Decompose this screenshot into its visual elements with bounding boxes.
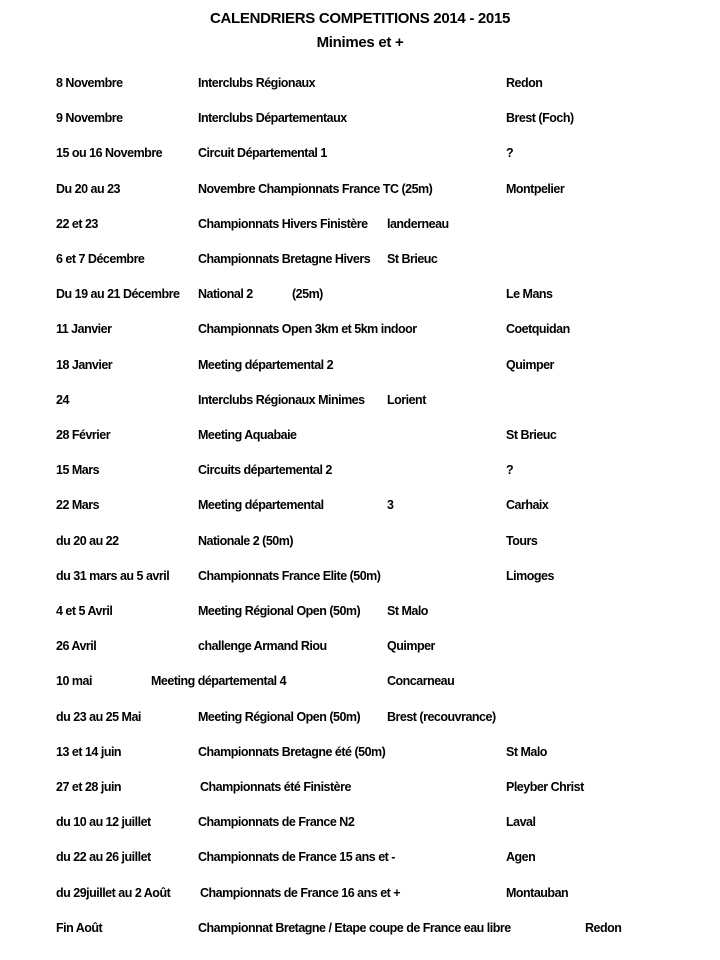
event-location: St Brieuc xyxy=(506,428,557,442)
event-name: Championnats Bretagne été (50m) xyxy=(198,745,386,759)
event-name: Nationale 2 (50m) xyxy=(198,534,294,548)
event-name: challenge Armand Riou xyxy=(198,639,327,653)
event-location: Redon xyxy=(506,76,543,90)
event-date: 28 Février xyxy=(56,428,111,442)
event-name: Novembre Championnats France TC (25m) xyxy=(198,182,433,196)
event-location: Quimper xyxy=(387,639,435,653)
event-name: Championnats de France 16 ans et + xyxy=(200,886,401,900)
event-name: Championnat Bretagne / Etape coupe de France eau libre xyxy=(198,921,511,935)
event-date: 27 et 28 juin xyxy=(56,780,122,794)
event-location: ? xyxy=(506,463,514,477)
event-name: Championnats de France 15 ans et - xyxy=(198,850,395,864)
event-name: Championnats France Elite (50m) xyxy=(198,569,381,583)
event-location: ? xyxy=(506,146,514,160)
event-date: du 22 au 26 juillet xyxy=(56,850,151,864)
event-date: Fin Août xyxy=(56,921,103,935)
page-title: CALENDRIERS COMPETITIONS 2014 - 2015 xyxy=(209,10,511,27)
event-location: Coetquidan xyxy=(506,322,570,336)
event-date: du 20 au 22 xyxy=(56,534,119,548)
event-location: Le Mans xyxy=(506,287,553,301)
event-name: Championnats de France N2 xyxy=(198,815,355,829)
event-date: 13 et 14 juin xyxy=(56,745,122,759)
event-location: Limoges xyxy=(506,569,554,583)
event-date: 24 xyxy=(56,393,69,407)
event-location: Montauban xyxy=(506,886,569,900)
event-date: du 23 au 25 Mai xyxy=(56,710,141,724)
event-name: Championnats Open 3km et 5km indoor xyxy=(198,322,417,336)
event-name: Interclubs Départementaux xyxy=(198,111,347,125)
event-date: 18 Janvier xyxy=(56,358,113,372)
event-location: St Malo xyxy=(387,604,428,618)
page-subtitle: Minimes et + xyxy=(316,34,404,51)
event-name: Championnats Bretagne Hivers xyxy=(198,252,371,266)
event-name: Meeting départemental xyxy=(198,498,324,512)
event-location: Tours xyxy=(506,534,538,548)
event-name: Circuits départemental 2 xyxy=(198,463,332,477)
event-name: Meeting Aquabaie xyxy=(198,428,297,442)
event-name: National 2 xyxy=(198,287,253,301)
event-name: Championnats été Finistère xyxy=(200,780,351,794)
event-location: Agen xyxy=(506,850,536,864)
event-location: St Brieuc xyxy=(387,252,438,266)
event-date: 15 Mars xyxy=(56,463,100,477)
event-detail: (25m) xyxy=(292,287,323,301)
event-date: Du 19 au 21 Décembre xyxy=(56,287,180,301)
event-name: Interclubs Régionaux xyxy=(198,76,316,90)
event-date: du 29juillet au 2 Août xyxy=(56,886,171,900)
event-location: Concarneau xyxy=(387,674,455,688)
event-location: Redon xyxy=(585,921,622,935)
event-date: 8 Novembre xyxy=(56,76,123,90)
event-date: 9 Novembre xyxy=(56,111,123,125)
event-location: Laval xyxy=(506,815,536,829)
event-name: Championnats Hivers Finistère xyxy=(198,217,368,231)
event-location: Brest (recouvrance) xyxy=(387,710,496,724)
event-date: 11 Janvier xyxy=(56,322,112,336)
event-name: Meeting Régional Open (50m) xyxy=(198,604,361,618)
event-name: Interclubs Régionaux Minimes xyxy=(198,393,365,407)
event-date: 22 et 23 xyxy=(56,217,98,231)
event-detail: 3 xyxy=(387,498,394,512)
event-location: Carhaix xyxy=(506,498,549,512)
event-location: landerneau xyxy=(387,217,449,231)
event-name: Meeting départemental 2 xyxy=(198,358,334,372)
event-location: Montpelier xyxy=(506,182,565,196)
event-date: 26 Avril xyxy=(56,639,97,653)
event-location: Lorient xyxy=(387,393,426,407)
event-location: Quimper xyxy=(506,358,554,372)
event-name: Meeting départemental 4 xyxy=(151,674,287,688)
event-date: du 10 au 12 juillet xyxy=(56,815,151,829)
event-date: 15 ou 16 Novembre xyxy=(56,146,163,160)
event-name: Circuit Départemental 1 xyxy=(198,146,327,160)
event-location: Brest (Foch) xyxy=(506,111,574,125)
event-location: St Malo xyxy=(506,745,547,759)
event-date: 10 mai xyxy=(56,674,92,688)
event-location: Pleyber Christ xyxy=(506,780,584,794)
event-name: Meeting Régional Open (50m) xyxy=(198,710,361,724)
event-date: 22 Mars xyxy=(56,498,100,512)
event-date: du 31 mars au 5 avril xyxy=(56,569,170,583)
event-date: Du 20 au 23 xyxy=(56,182,120,196)
event-date: 4 et 5 Avril xyxy=(56,604,113,618)
event-date: 6 et 7 Décembre xyxy=(56,252,145,266)
